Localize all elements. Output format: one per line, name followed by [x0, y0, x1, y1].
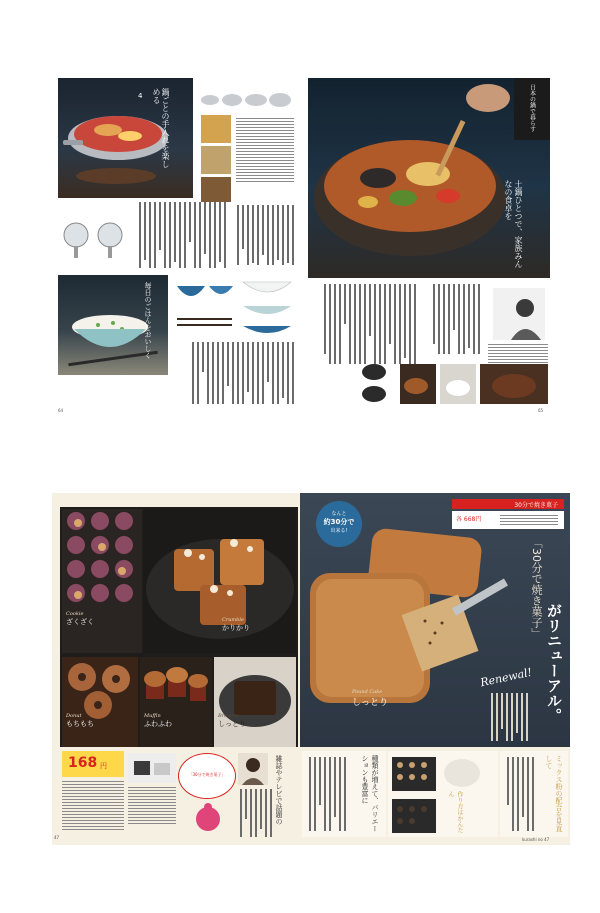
- price-strip-text: [500, 515, 558, 525]
- muffin-photo: [140, 657, 212, 747]
- bowl-heading: 毎日のごはんをおいしく: [144, 282, 152, 359]
- feature-heading-mix: ミックス粉の配合を見直して: [545, 755, 563, 832]
- hero-heading: 土鍋ひとつで、家族みんなの食卓を: [504, 180, 523, 268]
- bowl-body-text: [178, 342, 294, 404]
- muffin-label-en: Muffin: [144, 713, 161, 719]
- brownie-label-ja: しっとり: [218, 720, 246, 728]
- renewal-title-main: がリニューアル。: [545, 603, 563, 723]
- price-box: [62, 751, 124, 777]
- feature-panel-1: [302, 751, 386, 837]
- cake-caption-ja: しっとり: [352, 698, 389, 708]
- donut-photo: [62, 657, 138, 747]
- pan-illustration: [60, 210, 130, 260]
- crumble-label-en: Crumble: [222, 617, 244, 623]
- pan-photo: [58, 78, 193, 198]
- renewal-en: Renewal!: [479, 665, 534, 690]
- brownie-photo: [214, 657, 296, 747]
- tool-photo: [128, 753, 176, 783]
- feature-1-text: [306, 757, 346, 831]
- bowl-products: [173, 278, 293, 338]
- feature-panel-3: [500, 751, 568, 837]
- cake-caption: [352, 689, 452, 708]
- crumble-label-ja: かりかり: [222, 624, 250, 632]
- donut-label-en: Donut: [66, 713, 82, 719]
- time-badge-line3: 出来る!: [330, 528, 348, 534]
- cookie-label-ja: ざくざく: [66, 618, 94, 626]
- price-line: 各 668円: [456, 516, 482, 523]
- series-tag-label: 30分で焼き菓子: [514, 502, 558, 509]
- donabe-body-text-2: [420, 284, 480, 354]
- pan-product-row: [198, 82, 293, 112]
- brownie-label-en: Brownie: [218, 713, 240, 719]
- cake-caption-en: Pound Cake: [352, 689, 383, 695]
- renewal-title-quote: 「30分で焼き菓子」: [530, 537, 543, 639]
- top-right-folio: 65: [538, 408, 544, 413]
- step-photo-3: [201, 177, 231, 202]
- feature-panel-2: [388, 751, 498, 837]
- pan-heading: 鍋ごとの手入れを楽しめる: [152, 88, 170, 168]
- muffin-label-ja: ふわふわ: [144, 720, 172, 728]
- time-badge-line1: なんと: [331, 511, 347, 517]
- pan-spec-text: [236, 118, 294, 182]
- brownie-label: [218, 713, 294, 729]
- feature-heading-easy: 作り方はかんたん: [447, 791, 463, 833]
- pan-badge: 4: [138, 92, 143, 100]
- media-body-text: [238, 789, 272, 837]
- donut-label: [66, 713, 136, 729]
- pan-body-text: [134, 202, 226, 268]
- feature-heading-variation: 種類が増えて、バリエーションも豊富に: [361, 755, 379, 832]
- price-unit: 円: [100, 762, 107, 770]
- author-profile-text: [488, 344, 548, 363]
- time-badge-line2: 約30分で: [323, 518, 355, 526]
- donabe-products: [360, 362, 550, 406]
- cookie-label: [66, 611, 142, 627]
- bottom-right-folio: kurashi no 47: [522, 837, 550, 842]
- donabe-body-text: [310, 284, 416, 364]
- crumble-label: [222, 617, 292, 633]
- feature-3-text: [504, 757, 534, 831]
- author-photo-2: [238, 753, 268, 785]
- hero-body-text: [482, 693, 528, 741]
- top-spread: [48, 70, 553, 417]
- price-detail-text: [62, 781, 124, 830]
- title-badge-text: 日本の鍋で暮らす: [528, 84, 536, 132]
- pink-mascot: [192, 801, 224, 833]
- donut-label-ja: もちもち: [66, 720, 94, 728]
- speech-bubble-text: 「30分で焼き菓子」: [188, 772, 226, 777]
- pan-body-text-right: [234, 205, 294, 265]
- step-photo-1: [201, 115, 231, 143]
- cookie-label-en: Cookie: [66, 611, 84, 617]
- price-value: 168: [68, 755, 98, 771]
- speech-bubble: [178, 753, 236, 799]
- bottom-spread: [52, 493, 570, 845]
- price-strip: [452, 511, 564, 529]
- title-badge: [514, 78, 550, 140]
- top-left-folio: 64: [58, 408, 64, 413]
- tool-text: [128, 787, 176, 824]
- series-tag: [452, 499, 564, 509]
- bottom-left-folio: 47: [54, 835, 60, 840]
- media-heading: 雑誌やテレビで話題の: [275, 755, 283, 825]
- step-photo-2: [201, 146, 231, 174]
- cookie-photo: [62, 509, 142, 653]
- muffin-label: [144, 713, 210, 729]
- time-badge: [316, 501, 362, 547]
- author-portrait: [493, 288, 545, 340]
